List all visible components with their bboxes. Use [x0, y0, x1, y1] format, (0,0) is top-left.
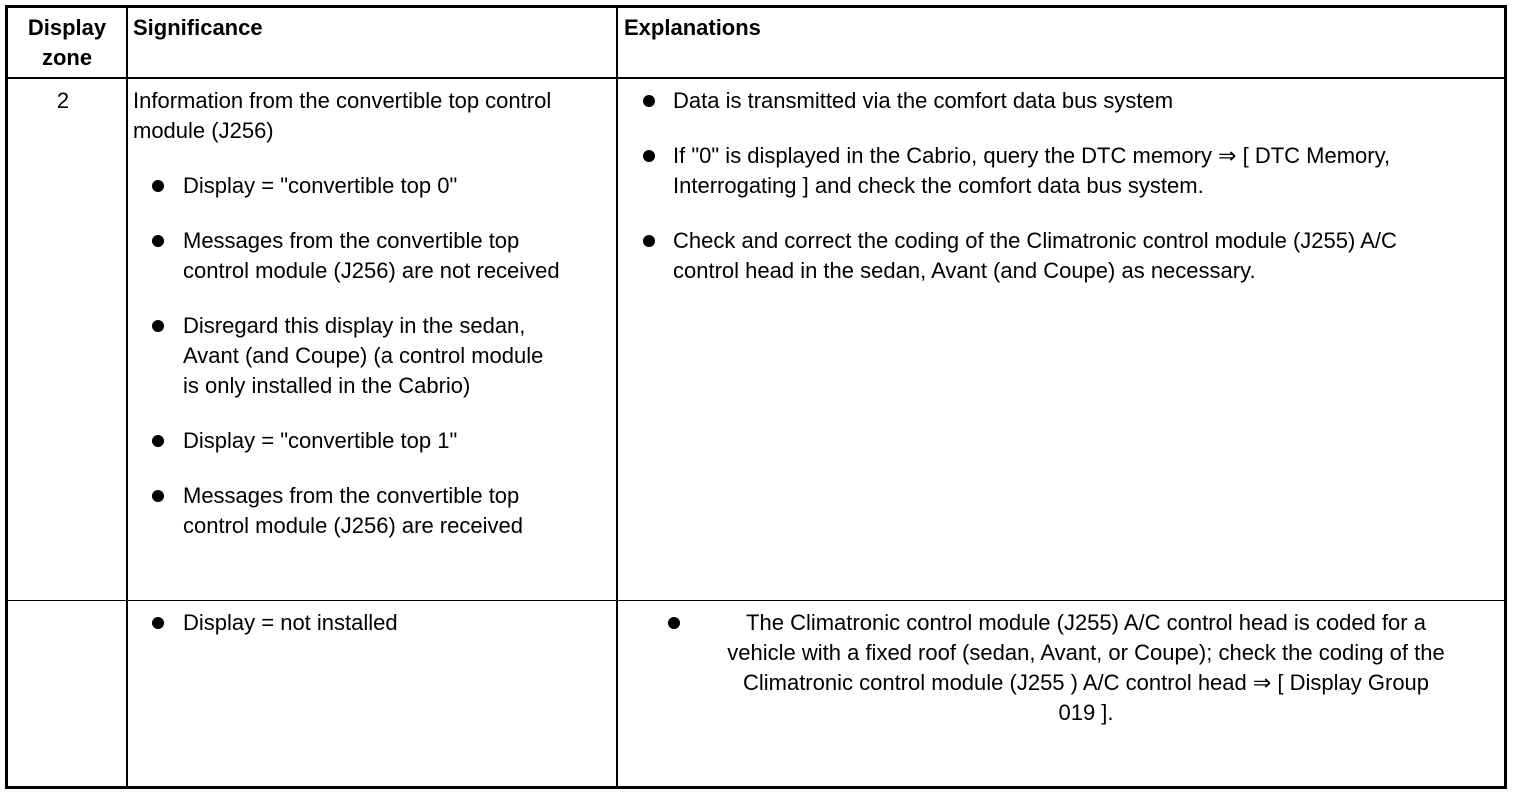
bullet-icon — [152, 617, 164, 629]
list-item-text: is only installed in the Cabrio) — [183, 373, 471, 398]
row1-significance-intro — [133, 86, 551, 146]
list-item-text: Check and correct the coding of the Climatronic control module (J255) A/C — [673, 228, 1397, 253]
bullet-icon — [643, 95, 655, 107]
column-divider-2 — [616, 5, 618, 789]
bullet-icon — [152, 490, 164, 502]
list-item-text: Display = "convertible top 1" — [183, 428, 458, 453]
list-item-text: Interrogating ] and check the comfort data bus system. — [673, 173, 1204, 198]
header-display-zone — [8, 13, 126, 73]
bullet-icon — [152, 320, 164, 332]
significance-intro-line: Information from the convertible top control — [133, 88, 552, 113]
bullet-icon — [152, 235, 164, 247]
row2-explanation-text — [672, 608, 1500, 728]
list-item-text: control module (J256) are received — [183, 513, 523, 538]
explanation-line: The Climatronic control module (J255) A/C control head is coded for a — [746, 610, 1426, 635]
header-significance: Significance — [133, 15, 263, 40]
column-divider-1 — [126, 5, 128, 789]
header-display-zone-line2: zone — [41, 45, 93, 70]
explanation-line: Climatronic control module (J255 ) A/C control head ⇒ [ Display Group — [742, 670, 1430, 695]
list-item-text: Avant (and Coupe) (a control module — [183, 343, 544, 368]
row1-zone: 2 — [56, 88, 70, 113]
row-divider — [5, 600, 1507, 601]
bullet-icon — [643, 235, 655, 247]
bullet-icon — [152, 435, 164, 447]
list-item-text: Data is transmitted via the comfort data bus system — [673, 88, 1174, 113]
list-item-text: Disregard this display in the sedan, — [183, 313, 526, 338]
header-display-zone-line1: Display — [27, 15, 107, 40]
explanation-line: vehicle with a fixed roof (sedan, Avant, or Coupe); check the coding of the — [727, 640, 1445, 665]
list-item-text: control head in the sedan, Avant (and Coupe) as necessary. — [673, 258, 1256, 283]
list-item-text: Messages from the convertible top — [183, 483, 520, 508]
list-item-text: If "0" is displayed in the Cabrio, query the DTC memory ⇒ [ DTC Memory, — [673, 143, 1391, 168]
list-item-text: control module (J256) are not received — [183, 258, 560, 283]
list-item-text: Display = "convertible top 0" — [183, 173, 458, 198]
header-explanations: Explanations — [624, 15, 761, 40]
header-divider — [5, 77, 1507, 79]
list-item-text: Messages from the convertible top — [183, 228, 520, 253]
list-item-text: Display = not installed — [183, 610, 398, 635]
bullet-icon — [152, 180, 164, 192]
significance-intro-line: module (J256) — [133, 118, 274, 143]
explanation-line: 019 ]. — [1058, 700, 1114, 725]
bullet-icon — [643, 150, 655, 162]
